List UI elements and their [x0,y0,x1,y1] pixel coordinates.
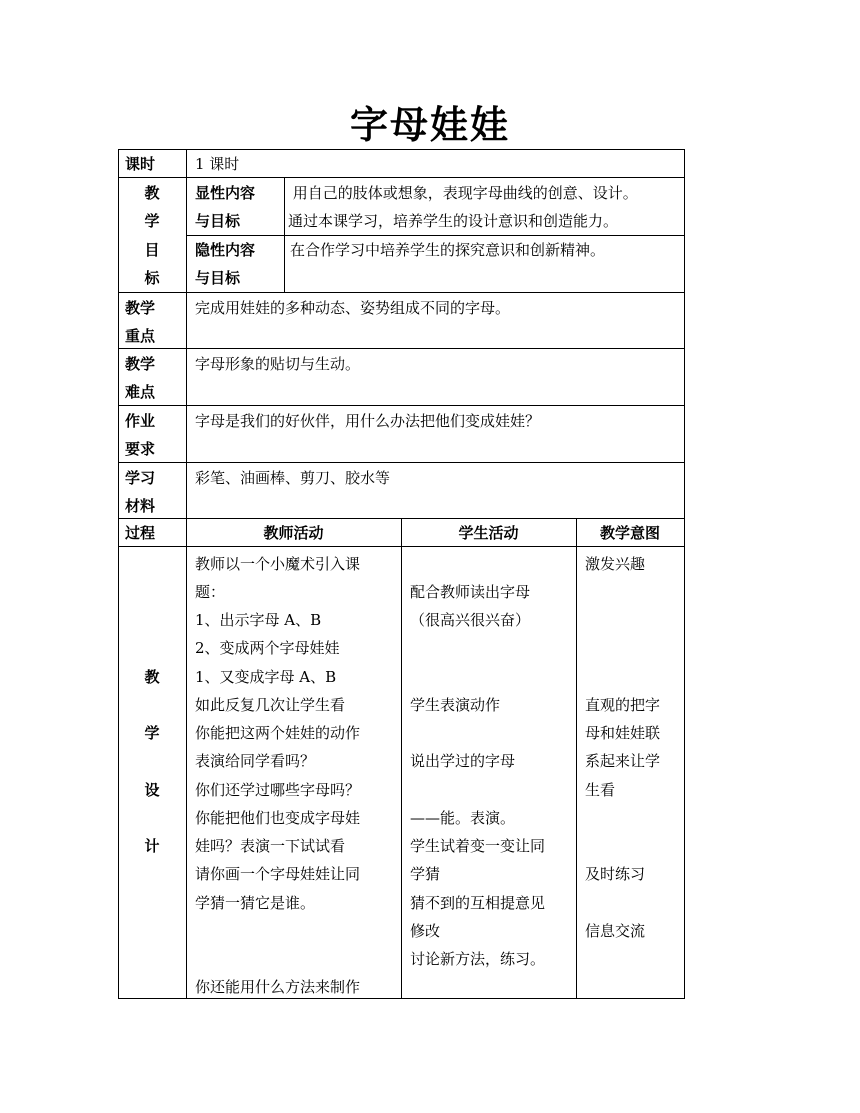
table-rule [576,518,577,999]
table-rule [186,149,187,999]
table-rule [118,348,685,349]
difficulties-text: 字母形象的贴切与生动。 [195,355,361,373]
key-points-label: 重点 [125,327,156,345]
design-label-char: 计 [144,837,160,855]
materials-label: 材料 [125,497,156,515]
materials-label: 学习 [125,469,156,487]
student-activity-line: 修改 [410,922,441,940]
teaching-intent-line: 母和娃娃联 [585,724,661,742]
key-points-label: 教学 [125,299,156,317]
teaching-intent-line: 生看 [585,781,616,799]
table-rule [118,462,685,463]
student-activity-line: 说出学过的字母 [410,752,516,770]
objectives-label-char: 标 [144,269,160,287]
table-rule [284,177,285,292]
objectives-label-char: 学 [144,212,160,230]
period-label: 课时 [125,155,156,173]
student-activity-line: 猜不到的互相提意见 [410,894,546,912]
teacher-activity-line: 1、出示字母 A、B [195,611,322,629]
explicit-objective-label: 显性内容 [195,184,256,202]
homework-label: 要求 [125,440,156,458]
table-rule [684,149,685,999]
teacher-activity-line: 教师以一个小魔术引入课 [195,555,361,573]
table-rule [401,518,402,999]
design-label-char: 教 [144,668,160,686]
teacher-activity-header: 教师活动 [263,524,324,542]
teaching-intent-line: 直观的把字 [585,696,661,714]
teaching-intent-header: 教学意图 [599,524,660,542]
design-label-char: 设 [144,781,160,799]
teacher-activity-line: 你还能用什么方法来制作 [195,978,361,996]
difficulties-label: 教学 [125,355,156,373]
materials-text: 彩笔、油画棒、剪刀、胶水等 [195,469,391,487]
student-activity-line: ——能。表演。 [410,809,516,827]
explicit-objective-text: 通过本课学习，培养学生的设计意识和创造能力。 [288,212,619,230]
explicit-objective-label: 与目标 [195,212,241,230]
student-activity-line: 配合教师读出字母 [410,583,531,601]
page-title: 字母娃娃 [349,103,510,147]
teacher-activity-line: 如此反复几次让学生看 [195,696,346,714]
teaching-intent-line: 系起来让学 [585,752,661,770]
objectives-label-char: 教 [144,184,160,202]
explicit-objective-text: 用自己的肢体或想象，表现字母曲线的创意、设计。 [288,184,638,202]
homework-label: 作业 [125,412,156,430]
teacher-activity-line: 你们还学过哪些字母吗？ [195,781,361,799]
teacher-activity-line: 表演给同学看吗？ [195,752,316,770]
homework-text: 字母是我们的好伙伴，用什么办法把他们变成娃娃？ [195,412,541,430]
implicit-objective-text: 在合作学习中培养学生的探究意识和创新精神。 [290,241,606,259]
table-rule [118,405,685,406]
student-activity-line: 学生试着变一变让同 [410,837,546,855]
process-header: 过程 [125,524,156,542]
student-activity-line: 学猜 [410,865,441,883]
student-activity-line: 学生表演动作 [410,696,501,714]
lesson-plan-table [118,149,685,999]
teaching-intent-line: 激发兴趣 [585,555,646,573]
teaching-intent-line: 及时练习 [585,865,646,883]
teacher-activity-line: 娃吗？表演一下试试看 [195,837,346,855]
student-activity-line: （很高兴很兴奋） [410,611,531,629]
objectives-label-char: 目 [144,241,160,259]
difficulties-label: 难点 [125,383,156,401]
teacher-activity-line: 题： [195,583,226,601]
teacher-activity-line: 1、又变成字母 A、B [195,668,337,686]
teacher-activity-line: 学猜一猜它是谁。 [195,894,316,912]
teacher-activity-line: 2、变成两个字母娃娃 [195,639,340,657]
student-activity-line: 讨论新方法，练习。 [410,950,546,968]
teacher-activity-line: 你能把这两个娃娃的动作 [195,724,361,742]
implicit-objective-label: 隐性内容 [195,241,256,259]
implicit-objective-label: 与目标 [195,269,241,287]
design-label-char: 学 [144,724,160,742]
teacher-activity-line: 你能把他们也变成字母娃 [195,809,361,827]
teacher-activity-line: 请你画一个字母娃娃让同 [195,865,361,883]
period-value: 1 课时 [195,155,240,173]
key-points-text: 完成用娃娃的多种动态、姿势组成不同的字母。 [195,299,511,317]
student-activity-header: 学生活动 [458,524,519,542]
teaching-intent-line: 信息交流 [585,922,646,940]
